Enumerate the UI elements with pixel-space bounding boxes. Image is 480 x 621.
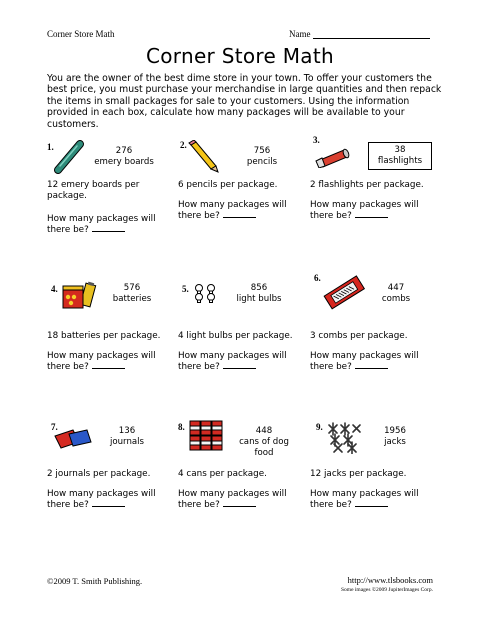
answer-blank[interactable] [223,217,256,218]
problem-number: 6. [314,273,321,283]
problem-number: 4. [51,284,58,294]
intro-paragraph: You are the owner of the best dime store in your town. To offer your customers the best price, you must purchase your merchandise in large quantities and then repack the items in small packages for sale to your customers. Using the information provided in each box, calculate how many packages will be available to your customers. [47,73,442,130]
answer-blank[interactable] [223,368,256,369]
quantity-label: 38 flashlights [368,142,432,170]
light-bulbs-icon [193,283,219,305]
question-text: How many packages will there be? [178,489,287,510]
dog-food-cans-icon [188,418,226,452]
batteries-icon [59,280,101,310]
answer-blank[interactable] [92,231,125,232]
question-text: How many packages will there be? [178,200,287,221]
problem-7 [47,418,182,548]
problem-3 [310,135,445,268]
problem-1 [47,138,182,268]
problem-number: 5. [182,284,189,294]
name-label: Name [289,29,311,39]
problem-number: 2. [180,140,187,150]
header-worksheet-title: Corner Store Math [47,29,115,39]
combs-icon [322,273,366,311]
problem-8 [178,418,313,548]
problem-number: 3. [313,135,320,145]
per-package-text: 18 batteries per package. [47,331,161,341]
per-package-text: 2 journals per package. [47,469,151,479]
question-text: How many packages will there be? [47,489,156,510]
problem-5 [178,280,313,410]
question-text: How many packages will there be? [310,351,419,372]
per-package-text: 3 combs per package. [310,331,408,341]
question-text: How many packages will there be? [310,200,419,221]
quantity-label: 756 pencils [246,146,278,167]
emery-board-icon [53,140,85,174]
quantity-label: 1956 jacks [384,426,406,447]
answer-blank[interactable] [355,217,388,218]
answer-blank[interactable] [355,506,388,507]
quantity-label: 136 journals [109,426,145,447]
quantity-label: 276 emery boards [94,146,154,167]
problem-number: 1. [47,142,54,152]
problem-number: 8. [178,422,185,432]
problem-6 [310,273,445,410]
per-package-text: 2 flashlights per package. [310,180,424,190]
answer-blank[interactable] [92,368,125,369]
quantity-label: 447 combs [381,283,411,304]
problem-4 [47,280,182,410]
name-blank-line [313,38,430,39]
quantity-label: 856 light bulbs [236,283,282,304]
answer-blank[interactable] [355,368,388,369]
per-package-text: 4 cans per package. [178,469,267,479]
question-text: How many packages will there be? [310,489,419,510]
jacks-icon [326,422,362,454]
per-package-text: 4 light bulbs per package. [178,331,293,341]
question-text: How many packages will there be? [47,351,156,372]
answer-blank[interactable] [223,506,256,507]
problem-number: 9. [316,422,323,432]
website-link[interactable]: http://www.tlsbooks.com [347,575,433,585]
pencil-icon [188,140,222,174]
per-package-text: 12 jacks per package. [310,469,407,479]
quantity-label: 448 cans of dog food [239,426,289,458]
per-package-text: 6 pencils per package. [178,180,278,190]
flashlight-icon [314,146,354,168]
answer-blank[interactable] [92,506,125,507]
page-title: Corner Store Math [146,44,334,68]
problem-2 [178,138,313,268]
copyright-text: ©2009 T. Smith Publishing. [47,576,143,586]
problem-9 [310,418,445,548]
question-text: How many packages will there be? [178,351,287,372]
per-package-text: 12 emery boards per package. [47,180,140,201]
question-text: How many packages will there be? [47,214,156,235]
problem-number: 7. [51,422,58,432]
quantity-label: 576 batteries [112,283,152,304]
image-credit-text: Some images ©2009 JupiterImages Corp. [340,587,433,593]
journals-icon [53,426,93,450]
